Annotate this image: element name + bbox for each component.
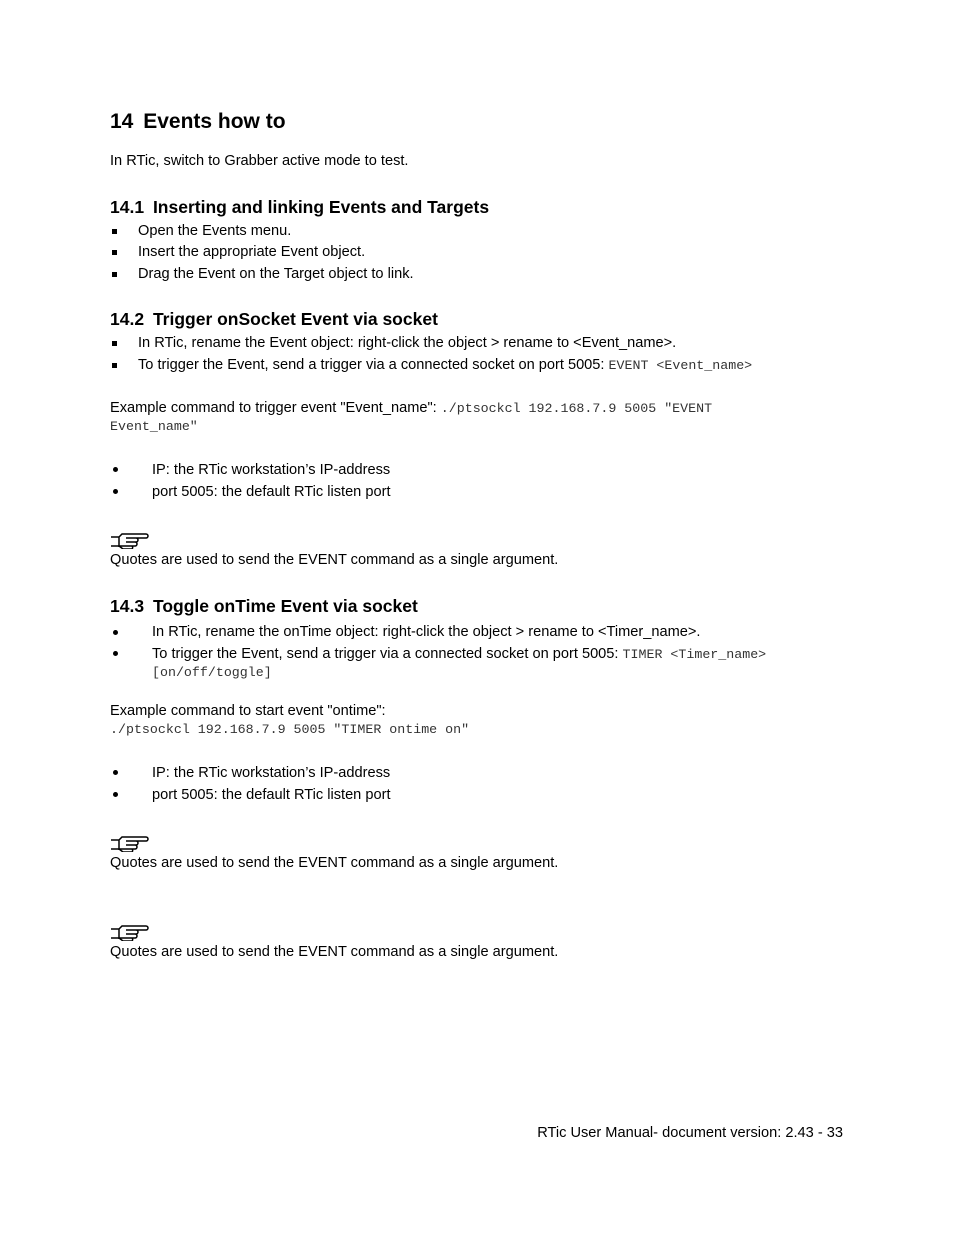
code-snippet: TIMER <Timer_name> <box>622 647 767 662</box>
example-text: Example command to trigger event "Event_name": <box>110 400 441 416</box>
list-item-text: To trigger the Event, send a trigger via a connected socket on port 5005: <box>152 646 623 662</box>
code-snippet: Event_name" <box>110 419 198 434</box>
square-bullet-icon <box>112 363 117 368</box>
code-snippet: ./ptsockcl 192.168.7.9 5005 "TIMER ontime on" <box>110 722 470 737</box>
list-item <box>152 646 766 662</box>
round-bullet-icon <box>113 792 118 797</box>
round-bullet-icon <box>113 489 118 494</box>
section-14-1-heading <box>110 197 489 218</box>
example-line <box>110 400 712 416</box>
square-bullet-icon <box>112 250 117 255</box>
list-item-text: To trigger the Event, send a trigger via a connected socket on port 5005: <box>138 357 609 373</box>
section-14-3-heading <box>110 596 418 617</box>
square-bullet-icon <box>112 229 117 234</box>
list-item: port 5005: the default RTic listen port <box>152 787 391 803</box>
section-title: Inserting and linking Events and Targets <box>152 197 490 217</box>
list-item: port 5005: the default RTic listen port <box>152 484 391 500</box>
chapter-title: Events how to <box>143 110 286 133</box>
page-footer: RTic User Manual- document version: 2.43 - 33 <box>537 1125 843 1141</box>
list-item: Insert the appropriate Event object. <box>138 244 366 260</box>
section-14-2-heading <box>110 309 438 330</box>
code-snippet: EVENT <Event_name> <box>608 358 753 373</box>
list-item: IP: the RTic workstation’s IP-address <box>152 462 391 478</box>
chapter-number: 14 <box>110 110 134 133</box>
example-text: Example command to start event "ontime": <box>110 703 386 719</box>
list-item: Drag the Event on the Target object to link. <box>138 266 414 282</box>
section-title: Trigger onSocket Event via socket <box>152 309 438 329</box>
note-text: Quotes are used to send the EVENT command as a single argument. <box>110 855 559 871</box>
round-bullet-icon <box>113 651 118 656</box>
intro-text: In RTic, switch to Grabber active mode to test. <box>110 153 409 169</box>
section-number: 14.3 <box>110 596 145 616</box>
list-item: In RTic, rename the Event object: right-click the object > rename to <Event_name>. <box>138 335 677 351</box>
chapter-heading <box>110 110 286 134</box>
code-snippet: [on/off/toggle] <box>152 665 272 680</box>
list-item: In RTic, rename the onTime object: right-click the object > rename to <Timer_name>. <box>152 624 701 640</box>
note-text: Quotes are used to send the EVENT command as a single argument. <box>110 944 559 960</box>
round-bullet-icon <box>113 467 118 472</box>
note-text: Quotes are used to send the EVENT command as a single argument. <box>110 552 559 568</box>
square-bullet-icon <box>112 272 117 277</box>
round-bullet-icon <box>113 770 118 775</box>
pointing-hand-icon <box>110 527 150 549</box>
list-item <box>138 357 752 373</box>
square-bullet-icon <box>112 341 117 346</box>
section-title: Toggle onTime Event via socket <box>152 596 418 616</box>
code-snippet: ./ptsockcl 192.168.7.9 5005 "EVENT <box>440 401 713 416</box>
round-bullet-icon <box>113 630 118 635</box>
pointing-hand-icon <box>110 919 150 941</box>
section-number: 14.1 <box>110 197 145 217</box>
list-item: IP: the RTic workstation’s IP-address <box>152 765 391 781</box>
section-number: 14.2 <box>110 309 145 329</box>
list-item: Open the Events menu. <box>138 223 292 239</box>
pointing-hand-icon <box>110 830 150 852</box>
